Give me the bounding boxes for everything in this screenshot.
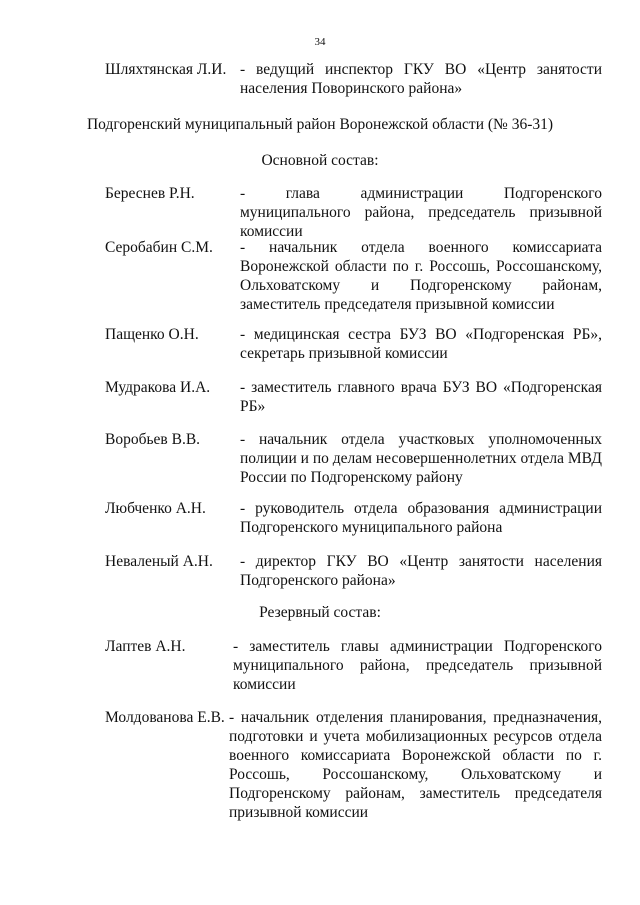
main-composition-heading: Основной состав: (261, 152, 379, 169)
reserve-composition-heading: Резервный состав: (259, 604, 381, 621)
member-name: Береснев Р.Н. (105, 185, 195, 202)
member-position: - начальник отдела участковых уполномоченных полиции и по делам несовершеннолетних отдела МВД России по Подгоренскому району (240, 431, 602, 486)
member-name: Молдованова Е.В. (105, 709, 225, 726)
member-name: Пащенко О.Н. (105, 326, 199, 343)
member-name: Неваленый А.Н. (105, 553, 213, 570)
member-position: - заместитель главного врача БУЗ ВО «Подгоренская РБ» (240, 379, 602, 415)
member-position: - медицинская сестра БУЗ ВО «Подгоренская РБ», секретарь призывной комиссии (240, 326, 602, 362)
member-position: - начальник отдела военного комиссариата Воронежской области по г. Россошь, Россошанскому, Ольховатскому и Подгоренскому районам, заместитель председателя призывной комиссии (240, 239, 602, 313)
member-position: - начальник отделения планирования, предназначения, подготовки и учета мобилизационных ресурсов отдела военного комиссариата Воронежской области по г. Россошь, Россошанскому, Ольховатскому и Подгоренскому районам, заместитель председателя призывной комиссии (229, 709, 602, 821)
member-name: Лаптев А.Н. (105, 638, 186, 655)
member-position: - заместитель главы администрации Подгоренского муниципального района, председатель призывной комиссии (233, 638, 602, 693)
member-name: Любченко А.Н. (105, 500, 206, 517)
member-name: Шляхтянская Л.И. (105, 61, 227, 78)
district-title: Подгоренский муниципальный район Воронежской области (№ 36-31) (86, 116, 554, 133)
member-name: Воробьев В.В. (105, 431, 201, 448)
member-position: - директор ГКУ ВО «Центр занятости населения Подгоренского района» (240, 553, 602, 589)
member-name: Мудракова И.А. (105, 379, 211, 396)
member-name: Серобабин С.М. (105, 239, 213, 256)
member-position: - глава администрации Подгоренского муниципального района, председатель призывной комиссии (240, 185, 602, 240)
member-position: - руководитель отдела образования администрации Подгоренского муниципального района (240, 500, 602, 536)
member-position: - ведущий инспектор ГКУ ВО «Центр занятости населения Поворинского района» (240, 61, 602, 97)
page-number: 34 (314, 36, 326, 48)
